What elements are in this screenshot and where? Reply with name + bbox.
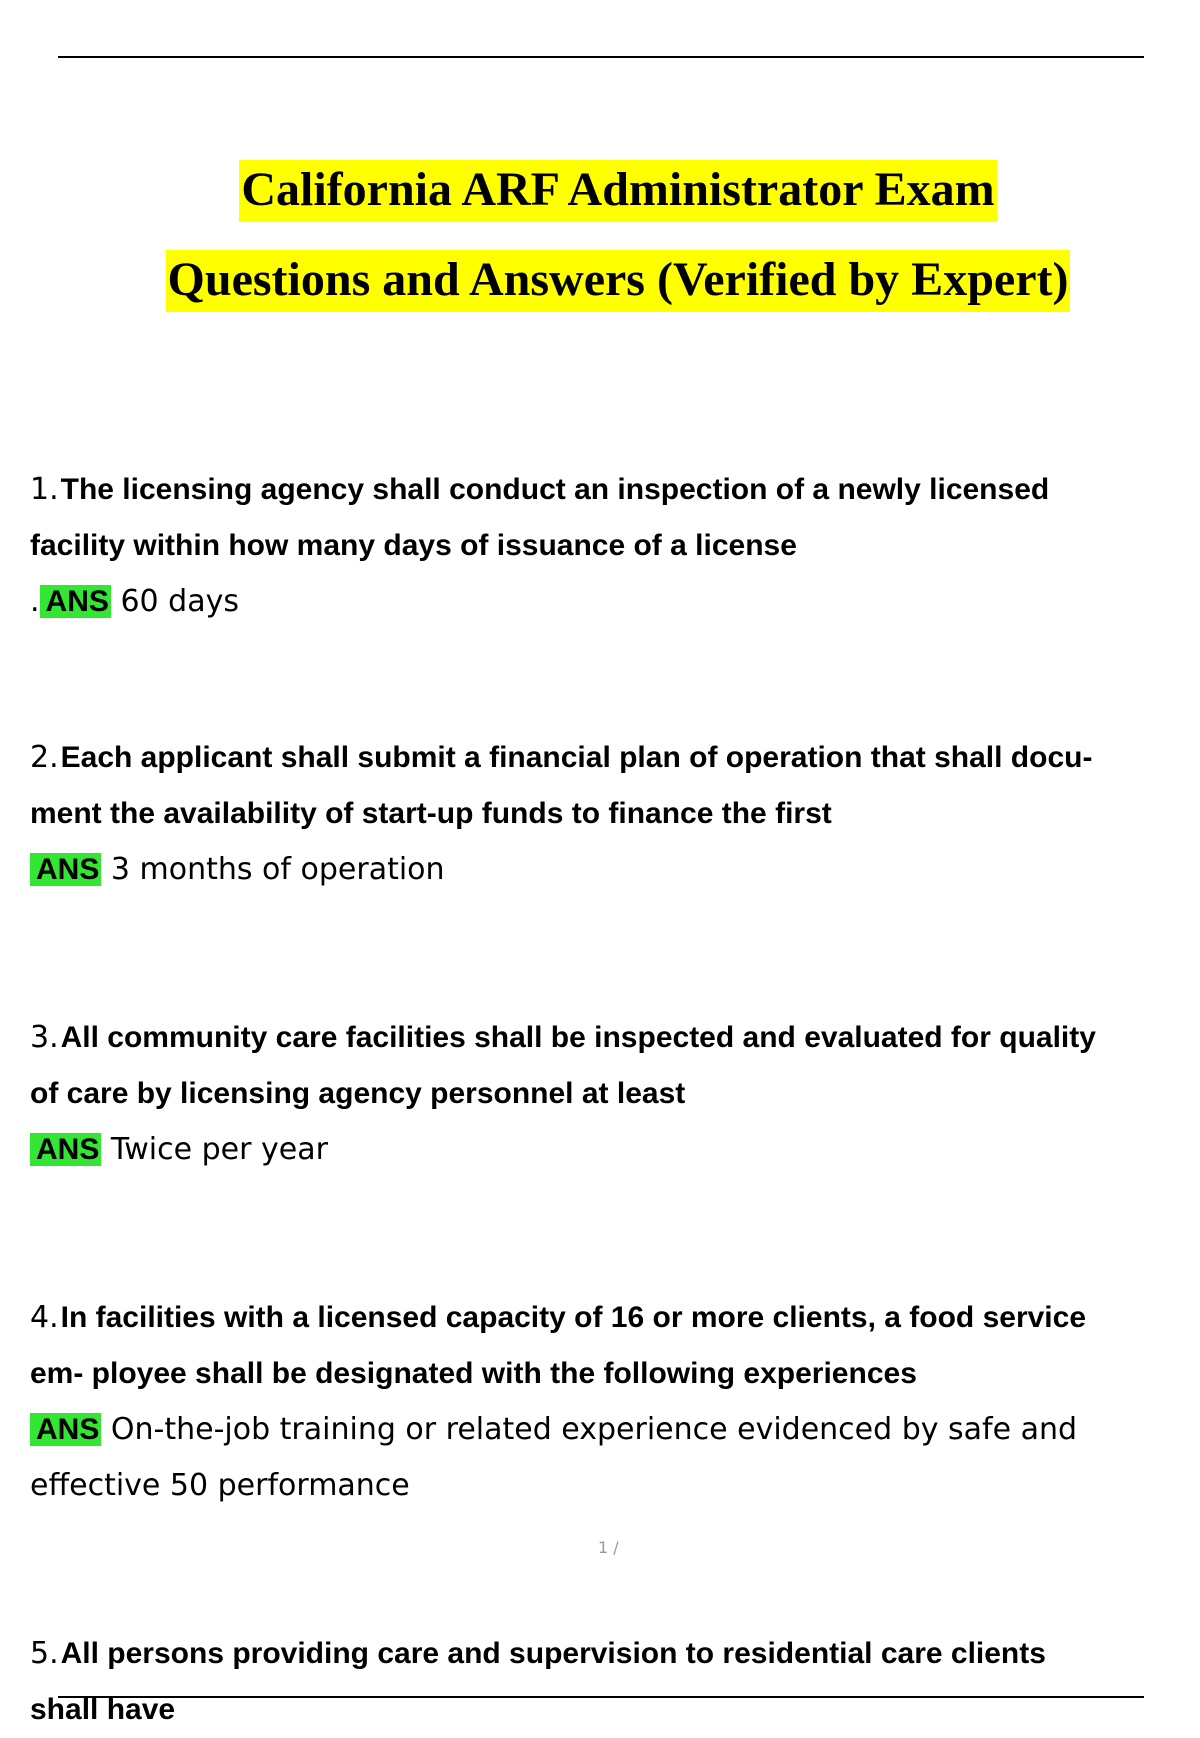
question-text-line: of care by licensing agency personnel at least <box>30 1077 686 1110</box>
ans-badge: ANS <box>30 1133 101 1166</box>
question-text-line: em- ployee shall be designated with the following experiences <box>30 1357 917 1390</box>
question-item-2 <box>30 730 1200 898</box>
title-line-2: Questions and Answers (Verified by Expert) <box>166 250 1071 312</box>
answer-prefix: . <box>30 584 40 619</box>
question-number: 4. <box>30 1300 59 1335</box>
question-number: 5. <box>30 1636 59 1671</box>
question-text-line: All community care facilities shall be inspected and evaluated for quality <box>60 1021 1096 1054</box>
question-text-line: Each applicant shall submit a financial plan of operation that shall docu- <box>60 741 1093 774</box>
answer-row <box>30 574 1200 630</box>
question-text-line: All persons providing care and supervision to residential care clients <box>60 1637 1046 1670</box>
answer-text-line-2: effective 50 performance <box>30 1468 410 1503</box>
page-number: 1 / <box>598 1538 619 1557</box>
question-item-5 <box>30 1626 1200 1738</box>
ans-badge: ANS <box>30 853 101 886</box>
answer-row <box>30 842 1200 898</box>
answer-text: 60 days <box>120 584 239 619</box>
answer-row <box>30 1122 1200 1178</box>
question-text-line: shall have <box>30 1693 176 1726</box>
ans-badge: ANS <box>40 585 111 618</box>
top-rule <box>58 56 1144 58</box>
question-item-4 <box>30 1290 1200 1514</box>
question-text-line: In facilities with a licensed capacity of 16 or more clients, a food service <box>60 1301 1087 1334</box>
question-text-line: The licensing agency shall conduct an inspection of a newly licensed <box>60 473 1050 506</box>
bottom-rule <box>58 1696 1144 1698</box>
question-number: 2. <box>30 740 59 775</box>
title-line-1: California ARF Administrator Exam <box>239 160 996 222</box>
question-text-line: ment the availability of start-up funds to finance the first <box>30 797 832 830</box>
question-number: 3. <box>30 1020 59 1055</box>
question-item-1 <box>30 462 1200 630</box>
answer-text: 3 months of operation <box>110 852 445 887</box>
answer-text: Twice per year <box>110 1132 328 1167</box>
question-number: 1. <box>30 472 59 507</box>
question-item-3 <box>30 1010 1200 1178</box>
answer-row <box>30 1402 1200 1458</box>
answer-text: On-the-job training or related experience evidenced by safe and <box>110 1412 1078 1447</box>
document-title <box>0 160 1200 312</box>
ans-badge: ANS <box>30 1413 101 1446</box>
question-text-line: facility within how many days of issuance of a license <box>30 529 797 562</box>
